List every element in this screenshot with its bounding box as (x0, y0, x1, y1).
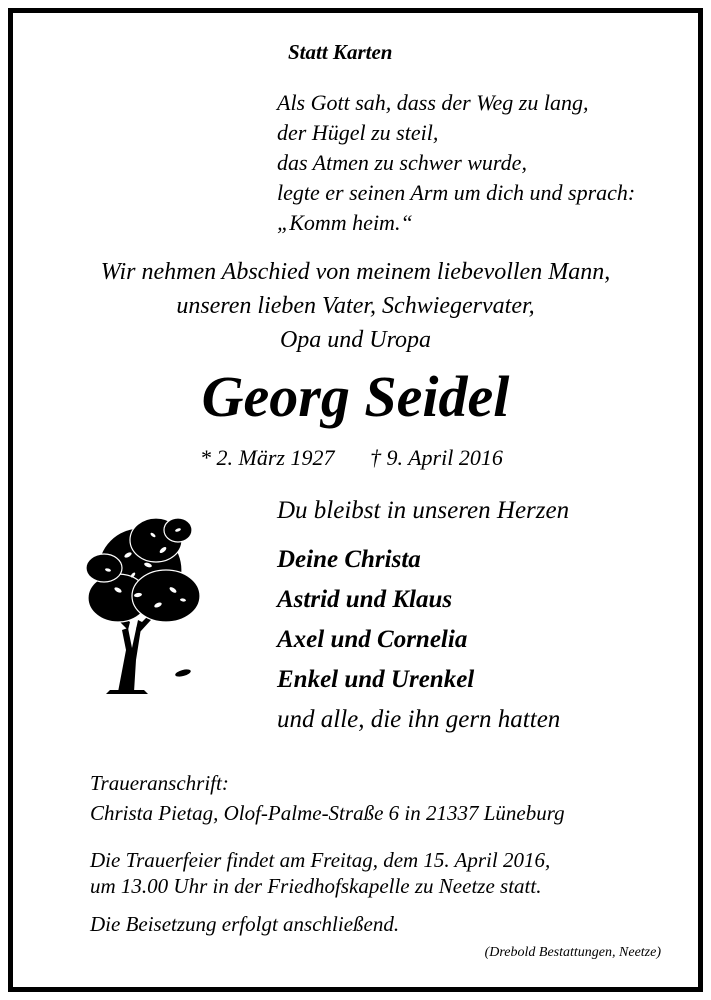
farewell-line: unseren lieben Vater, Schwiegervater, (176, 293, 535, 319)
poem-line: „Komm heim.“ (277, 210, 413, 235)
farewell-line: Wir nehmen Abschied von meinem liebevollen Mann, (100, 259, 611, 285)
funeral-address (90, 768, 565, 828)
deceased-name: Georg Seidel (201, 364, 510, 429)
birth-date: * 2. März 1927 (200, 445, 335, 470)
farewell-text (0, 255, 711, 357)
ceremony-info (90, 847, 550, 899)
poem (277, 88, 635, 238)
mourners-intro: Du bleibst in unseren Herzen (277, 497, 570, 524)
poem-line: legte er seinen Arm um dich und sprach: (277, 180, 636, 205)
poem-line: der Hügel zu steil, (277, 120, 439, 145)
poem-line: das Atmen zu schwer wurde, (277, 150, 527, 175)
burial-info: Die Beisetzung erfolgt anschließend. (90, 912, 400, 936)
farewell-line: Opa und Uropa (279, 327, 432, 353)
mourner-name: Axel und Cornelia (277, 626, 468, 653)
mourners-list (277, 540, 474, 700)
mourner-name: Deine Christa (277, 546, 421, 573)
death-date: † 9. April 2016 (370, 445, 503, 470)
mourner-name: Astrid und Klaus (277, 586, 453, 613)
mourners-closing: und alle, die ihn gern hatten (277, 706, 561, 733)
tree-icon (78, 510, 213, 695)
ceremony-line: um 13.00 Uhr in der Friedhofskapelle zu Neetze statt. (90, 874, 542, 898)
undertaker-credit: (Drebold Bestattungen, Neetze) (484, 945, 661, 960)
ceremony-line: Die Trauerfeier findet am Freitag, dem 15. April 2016, (90, 848, 551, 872)
address-label: Traueranschrift: (90, 771, 229, 795)
address-value: Christa Pietag, Olof-Palme-Straße 6 in 21337 Lüneburg (90, 801, 565, 825)
mourner-name: Enkel und Urenkel (277, 666, 475, 693)
poem-line: Als Gott sah, dass der Weg zu lang, (277, 90, 589, 115)
statt-karten-heading: Statt Karten (288, 40, 393, 64)
